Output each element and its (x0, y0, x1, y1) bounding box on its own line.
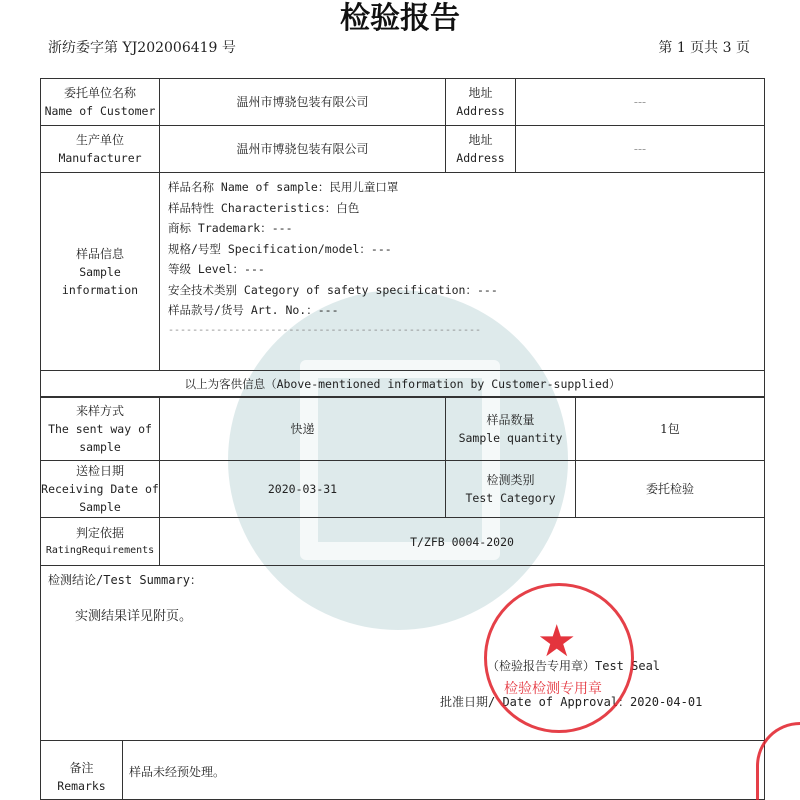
approval-date: 批准日期/ Date of Approval：2020-04-01 (440, 695, 703, 709)
sample-details (159, 172, 765, 371)
sample-specification: 规格/号型 Specification/model：--- (168, 241, 392, 256)
customer-value: 温州市博骁包装有限公司 (159, 78, 446, 126)
test-seal-label: （检验报告专用章）Test Seal (487, 659, 661, 673)
customer-address-label (445, 78, 516, 126)
label-cn: 生产单位 (75, 133, 124, 147)
test-category-value: 委托检验 (575, 460, 765, 518)
label-en: Sample quantity (458, 431, 563, 445)
label-en: Receiving Date of (41, 482, 159, 496)
label-en: Name of Customer (44, 104, 156, 118)
label-en: RatingRequirements (45, 544, 155, 556)
manufacturer-value: 温州市博骁包装有限公司 (159, 125, 446, 173)
manufacturer-address-label (445, 125, 516, 173)
test-summary (40, 565, 765, 741)
remarks-label (40, 740, 123, 800)
sample-quantity-label (445, 397, 576, 461)
summary-text: 实测结果详见附页。 (75, 609, 193, 624)
sample-quantity-value: 1包 (575, 397, 765, 461)
report-number: 浙纺委字第 YJ202006419 号 (48, 40, 236, 56)
dashed-separator: ---------------------------------------------------- (168, 324, 482, 336)
page-info: 第 1 页共 3 页 (658, 40, 750, 56)
sample-safety-category: 安全技术类别 Category of safety specification：--- (168, 282, 498, 297)
receiving-date-label (40, 460, 160, 518)
customer-label (40, 78, 160, 126)
manufacturer-label (40, 125, 160, 173)
label-en: Remarks (57, 779, 106, 793)
test-category-label (445, 460, 576, 518)
stamp-text: 检验检测专用章 (504, 681, 602, 697)
label-cn: 地址 (468, 86, 493, 100)
sample-level: 等级 Level：--- (168, 262, 265, 276)
page-title: 检验报告 (340, 1, 460, 36)
rating-value: T/ZFB 0004-2020 (159, 517, 765, 566)
manufacturer-address-value: --- (515, 125, 765, 173)
label-cn: 样品数量 (486, 413, 535, 427)
sent-way-label (40, 397, 160, 461)
summary-label: 检测结论/Test Summary： (48, 573, 202, 587)
sample-label (40, 172, 160, 371)
label-en: Test Category (465, 491, 556, 505)
remarks-value: 样品未经预处理。 (122, 740, 765, 800)
label-cn: 委托单位名称 (63, 86, 136, 100)
label-cn: 来样方式 (75, 404, 124, 418)
sample-name: 样品名称 Name of sample：民用儿童口罩 (168, 180, 399, 194)
star-icon: ★ (537, 616, 577, 667)
sent-way-value: 快递 (159, 397, 446, 461)
label-en: Address (456, 104, 505, 118)
customer-supplied-note: 以上为客供信息（Above-mentioned information by Customer-supplied） (40, 370, 765, 398)
label-en: Sample (79, 264, 121, 279)
label-en: Sample (79, 500, 121, 514)
customer-address-value: --- (515, 78, 765, 126)
label-en: The sent way of (48, 422, 152, 436)
rating-label (40, 517, 160, 566)
label-en: sample (79, 440, 121, 454)
sample-trademark: 商标 Trademark：--- (168, 221, 293, 235)
sample-characteristics: 样品特性 Characteristics：白色 (168, 200, 360, 215)
label-en: information (61, 282, 139, 297)
label-cn: 送检日期 (75, 464, 124, 478)
label-en: Address (456, 151, 505, 165)
label-cn: 备注 (69, 761, 94, 775)
label-en: Manufacturer (58, 151, 142, 165)
sample-art-no: 样品款号/货号 Art. No.：--- (168, 303, 339, 317)
label-cn: 判定依据 (75, 525, 124, 540)
label-cn: 检测类别 (486, 473, 535, 487)
receiving-date-value: 2020-03-31 (159, 460, 446, 518)
label-cn: 地址 (468, 133, 493, 147)
label-cn: 样品信息 (75, 246, 124, 261)
